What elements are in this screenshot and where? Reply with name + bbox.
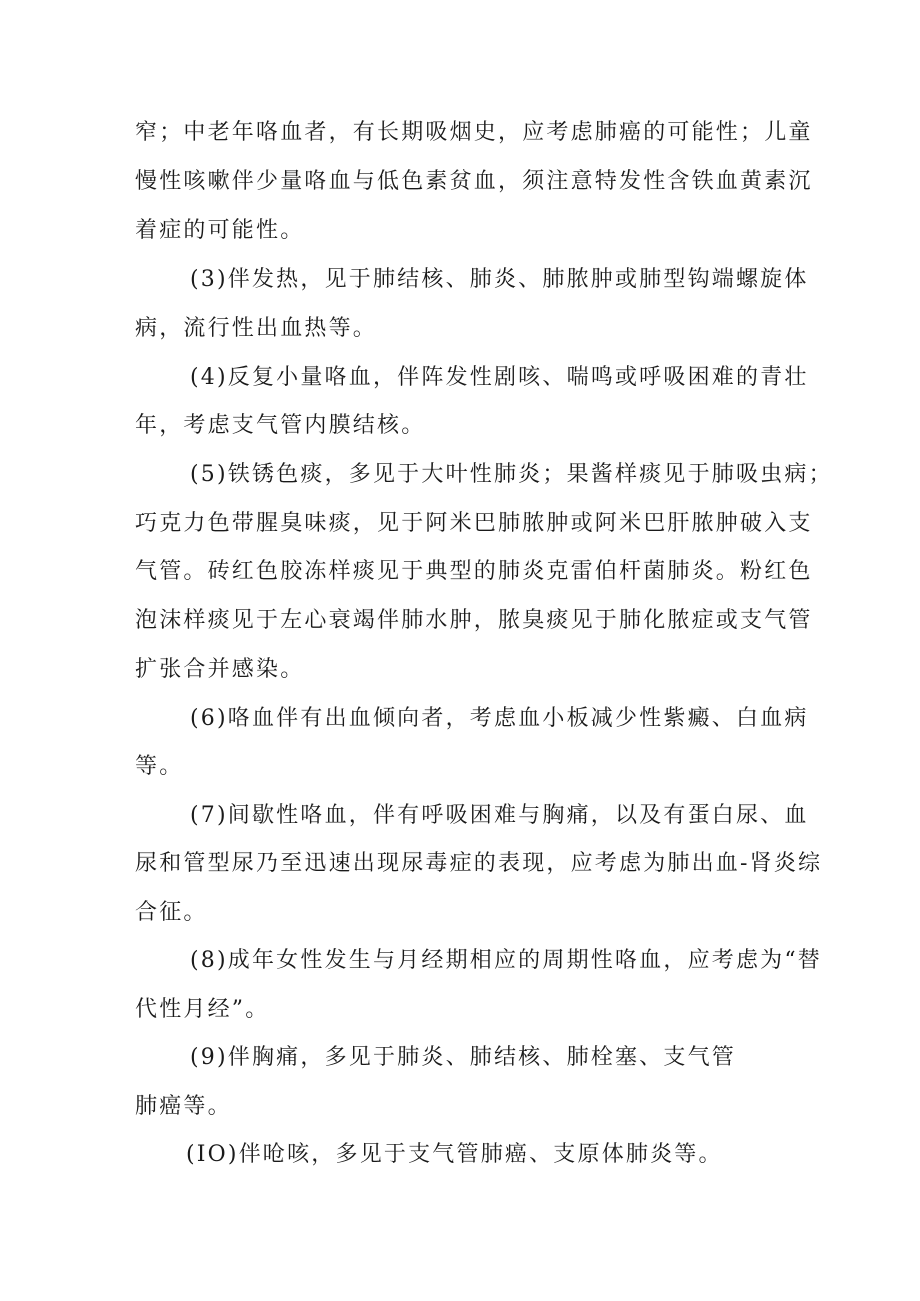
paragraph-line: 着症的可能性。 xyxy=(135,218,305,243)
paragraph-line: (IO)伴呛咳，多见于支气管肺癌、支原体肺炎等。 xyxy=(186,1142,723,1167)
paragraph-line: 合征。 xyxy=(135,900,208,925)
paragraph-line: 代性月经”。 xyxy=(135,997,270,1022)
paragraph-line: 扩张合并感染。 xyxy=(135,657,305,682)
paragraph-line: 病，流行性出血热等。 xyxy=(135,316,378,341)
paragraph-line: 气管。砖红色胶冻样痰见于典型的肺炎克雷伯杆菌肺炎。粉红色 xyxy=(135,559,813,584)
paragraph-line: 窄；中老年咯血者，有长期吸烟史，应考虑肺癌的可能性；儿童 xyxy=(135,120,813,145)
paragraph-line: (6)咯血伴有出血倾向者，考虑血小板减少性紫癜、白血病 xyxy=(190,706,809,731)
paragraph-line: (7)间歇性咯血，伴有呼吸困难与胸痛，以及有蛋白尿、血 xyxy=(190,803,809,828)
paragraph-line: 巧克力色带腥臭味痰，见于阿米巴肺脓肿或阿米巴肝脓肿破入支 xyxy=(135,511,813,536)
paragraph-line: (5)铁锈色痰，多见于大叶性肺炎；果酱样痰见于肺吸虫病； xyxy=(190,462,833,487)
paragraph-line: 年，考虑支气管内膜结核。 xyxy=(135,413,426,438)
paragraph-line: 慢性咳嗽伴少量咯血与低色素贫血，须注意特发性含铁血黄素沉 xyxy=(135,169,813,194)
paragraph-line: (4)反复小量咯血，伴阵发性剧咳、喘鸣或呼吸困难的青壮 xyxy=(190,365,809,390)
paragraph-line: 泡沫样痰见于左心衰竭伴肺水肿，脓臭痰见于肺化脓症或支气管 xyxy=(135,608,813,633)
paragraph-line: (3)伴发热，见于肺结核、肺炎、肺脓肿或肺型钩端螺旋体 xyxy=(190,267,809,292)
paragraph-line: 肺癌等。 xyxy=(135,1094,232,1119)
paragraph-line: (9)伴胸痛，多见于肺炎、肺结核、肺栓塞、支气管 xyxy=(190,1045,736,1070)
paragraph-line: 等。 xyxy=(135,754,184,779)
paragraph-line: (8)成年女性发生与月经期相应的周期性咯血，应考虑为“替 xyxy=(190,948,823,973)
paragraph-line: 尿和管型尿乃至迅速出现尿毒症的表现，应考虑为肺出血-肾炎综 xyxy=(135,851,823,876)
